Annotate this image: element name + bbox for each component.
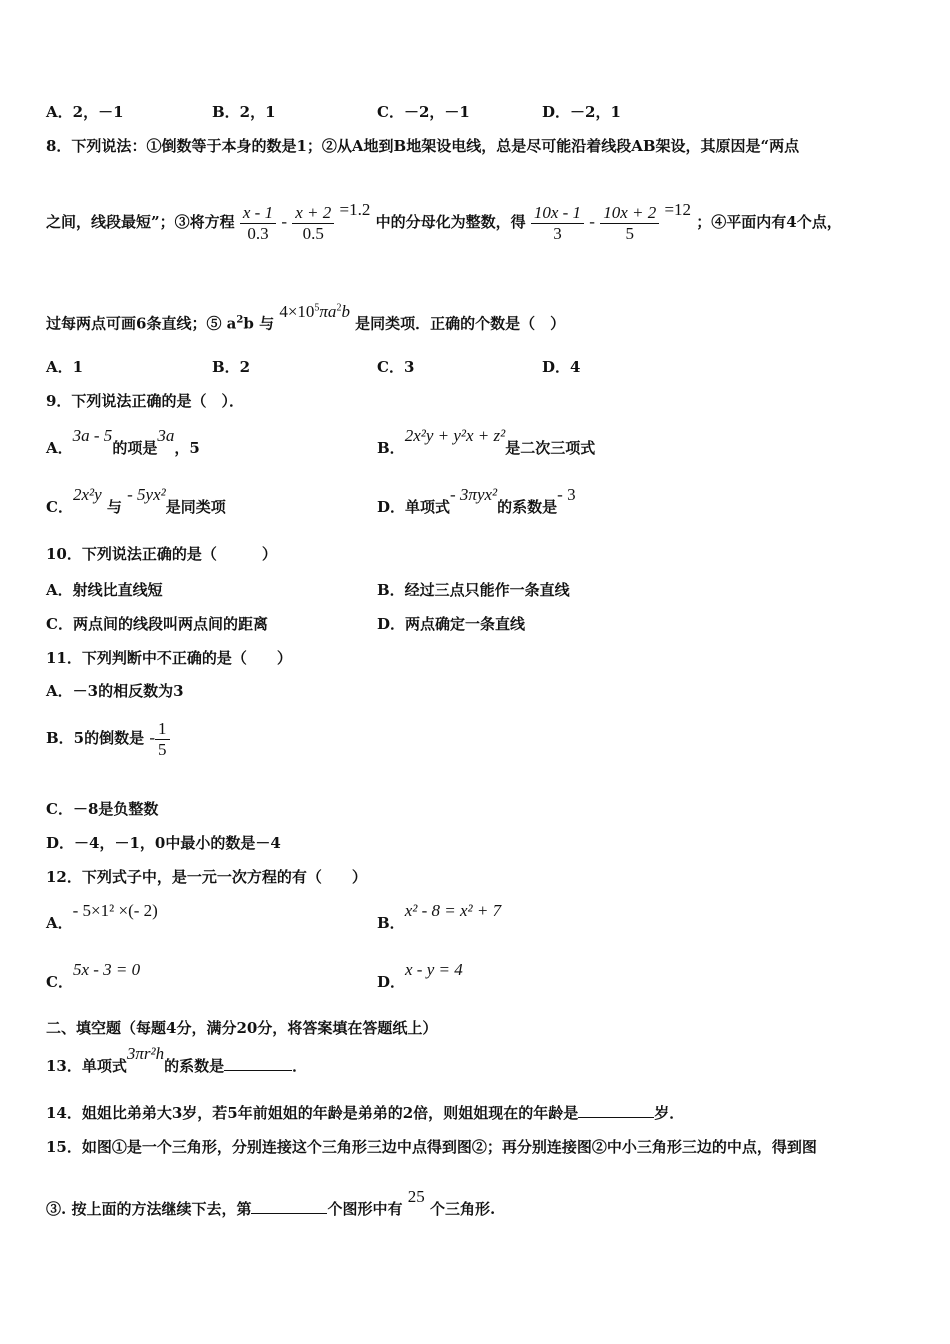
q8-line1: 8．下列说法：①倒数等于本身的数是1；②从A地到B地架设电线，总是尽可能沿着线段AB架设，其原因是“两点 — [46, 137, 800, 155]
q9-option-a — [46, 426, 200, 458]
q11-b-frac — [155, 719, 170, 760]
q9-c-expr2: - 5yx² — [127, 485, 166, 504]
q8-eq2-frac1 — [531, 203, 584, 244]
q9-c-text1: 与 — [106, 498, 122, 516]
q12-stem: 12．下列式子中，是一元一次方程的有（ ） — [46, 868, 367, 886]
q9-d-expr: - 3πyx² — [450, 485, 498, 504]
q9-option-d — [377, 485, 576, 517]
q10-option-a: A．射线比直线短 — [46, 581, 163, 599]
q8-expr-end: b — [341, 301, 350, 321]
q12-a-label: A． — [46, 914, 73, 932]
q8-expr-rest: πa — [319, 301, 337, 321]
q11-b-frac-den: 5 — [158, 739, 167, 759]
q8-line2-a: 之间，线段最短”；③将方程 — [46, 213, 235, 231]
q9-b-expr: 2x²y + y²x + z² — [404, 426, 506, 445]
q9-b-text: 是二次三项式 — [505, 439, 596, 457]
q14-a: 14．姐姐比弟弟大3岁，若5年前姐姐的年龄是弟弟的2倍，则姐姐现在的年龄是 — [46, 1104, 579, 1122]
q9-a-expr: 3a - 5 — [72, 426, 113, 445]
q12-d-expr: x - y = 4 — [405, 960, 463, 979]
q8-eq2-frac2-num: 10x + 2 — [600, 203, 659, 224]
q8-eq2-rhs: =12 — [664, 200, 692, 219]
q8-eq2-minus: - — [589, 212, 595, 231]
q8-line3 — [46, 301, 566, 334]
q9-a-text2: ，5 — [174, 439, 200, 457]
q11-option-d: D．－4，－1，0中最小的数是－4 — [46, 834, 281, 852]
q9-c-expr1: 2x²y — [72, 485, 102, 504]
q8-option-b: B．2 — [212, 358, 251, 376]
q12-option-b — [377, 901, 502, 933]
q11-option-c: C．－8是负整数 — [46, 800, 159, 818]
q8-expr-coef: 4×10 — [279, 301, 315, 321]
q11-option-a: A．－3的相反数为3 — [46, 682, 184, 700]
q10-option-d: D．两点确定一条直线 — [377, 615, 526, 633]
q13 — [46, 1044, 308, 1076]
q15-num: 25 — [407, 1187, 425, 1206]
q8-line2-c: ；④平面内有4个点， — [696, 213, 842, 231]
q8-line3-b: b 与 — [243, 314, 275, 333]
q8-option-a: A．1 — [46, 358, 84, 376]
q8-line3-a-sup: 2 — [236, 314, 244, 326]
q8-eq2-frac2-den: 5 — [625, 223, 634, 243]
q13-expr: 3πr²h — [126, 1044, 165, 1063]
q9-a-label: A． — [46, 439, 73, 457]
q7-option-b: B．2，1 — [212, 103, 276, 121]
q15-line1: 15．如图①是一个三角形，分别连接这个三角形三边中点得到图②；再分别连接图②中小三角形三边的中点，得到图 — [46, 1138, 817, 1156]
q9-d-label: D．单项式 — [377, 498, 451, 516]
q8-option-d: D．4 — [542, 358, 581, 376]
q11-stem: 11．下列判断中不正确的是（ ） — [46, 649, 292, 667]
q9-d-expr2: - 3 — [557, 485, 576, 504]
q8-eq1-frac2 — [292, 203, 334, 244]
q12-b-expr: x² - 8 = x² + 7 — [404, 901, 502, 920]
q10-stem: 10．下列说法正确的是（ ） — [46, 545, 277, 563]
q13-c: ． — [292, 1057, 308, 1075]
q14-b: 岁． — [654, 1104, 685, 1122]
q11-b-minus: - — [149, 728, 156, 747]
q15-a: ③. 按上面的方法继续下去，第 — [46, 1200, 252, 1218]
q9-option-c — [46, 485, 226, 517]
q13-answer-blank[interactable] — [224, 1056, 292, 1071]
q12-b-label: B． — [377, 914, 405, 932]
q9-a-expr2: 3a — [157, 426, 175, 445]
q9-b-label: B． — [377, 439, 405, 457]
q8-eq2-frac1-den: 3 — [553, 223, 562, 243]
q8-line2 — [46, 200, 842, 244]
q8-eq1-frac2-num: x + 2 — [292, 203, 334, 224]
q7-option-a: A．2，－1 — [46, 103, 124, 121]
section2-heading: 二、填空题（每题4分，满分20分，将答案填在答题纸上） — [46, 1019, 438, 1037]
q8-line3-a: 过每两点可画6条直线；⑤ a — [46, 314, 237, 333]
q14-answer-blank[interactable] — [578, 1103, 654, 1118]
q15-b: 个图形中有 — [327, 1200, 403, 1218]
q8-expr-sup: 2 — [336, 302, 342, 313]
q13-a: 13．单项式 — [46, 1057, 127, 1075]
q7-option-d: D．－2，1 — [542, 103, 621, 121]
q8-eq1-frac1 — [240, 203, 276, 244]
q8-line2-b: 中的分母化为整数，得 — [375, 213, 526, 231]
q15-answer-blank[interactable] — [251, 1199, 327, 1214]
q11-b-frac-num: 1 — [155, 719, 170, 740]
q8-expr-exp: 5 — [314, 302, 320, 313]
q11-option-b — [46, 716, 170, 760]
q8-eq1-minus: - — [281, 212, 287, 231]
q10-option-b: B．经过三点只能作一条直线 — [377, 581, 570, 599]
q7-option-c: C．－2，－1 — [377, 103, 470, 121]
q12-c-label: C． — [46, 973, 73, 991]
q13-b: 的系数是 — [164, 1057, 225, 1075]
q12-option-d — [377, 960, 463, 992]
q15-line2 — [46, 1187, 496, 1219]
q8-expression — [279, 302, 350, 321]
q12-option-c — [46, 960, 141, 992]
q8-eq1-frac1-num: x - 1 — [240, 203, 276, 224]
q9-c-label: C． — [46, 498, 73, 516]
q12-option-a — [46, 901, 158, 933]
q12-d-label: D． — [377, 973, 406, 991]
q9-d-text: 的系数是 — [497, 498, 558, 516]
q8-eq2-frac2 — [600, 203, 659, 244]
q9-c-text2: 是同类项 — [165, 498, 226, 516]
q15-c: 个三角形. — [429, 1200, 496, 1218]
q8-eq1-frac2-den: 0.5 — [302, 223, 324, 243]
q9-option-b — [377, 426, 596, 458]
q10-option-c: C．两点间的线段叫两点间的距离 — [46, 615, 268, 633]
q11-b-text: B．5的倒数是 — [46, 729, 145, 747]
q8-eq2-frac1-num: 10x - 1 — [531, 203, 584, 224]
q14 — [46, 1103, 684, 1123]
q9-stem: 9．下列说法正确的是（ ）． — [46, 392, 244, 410]
q8-line3-c: 是同类项．正确的个数是（ ） — [355, 314, 566, 333]
q8-option-c: C．3 — [377, 358, 415, 376]
q12-a-expr: - 5×1² ×(- 2) — [72, 901, 158, 920]
q9-a-text: 的项是 — [112, 439, 158, 457]
q8-eq1-frac1-den: 0.3 — [247, 223, 269, 243]
q12-c-expr: 5x - 3 = 0 — [72, 960, 141, 979]
q8-eq1-rhs: =1.2 — [339, 200, 371, 219]
